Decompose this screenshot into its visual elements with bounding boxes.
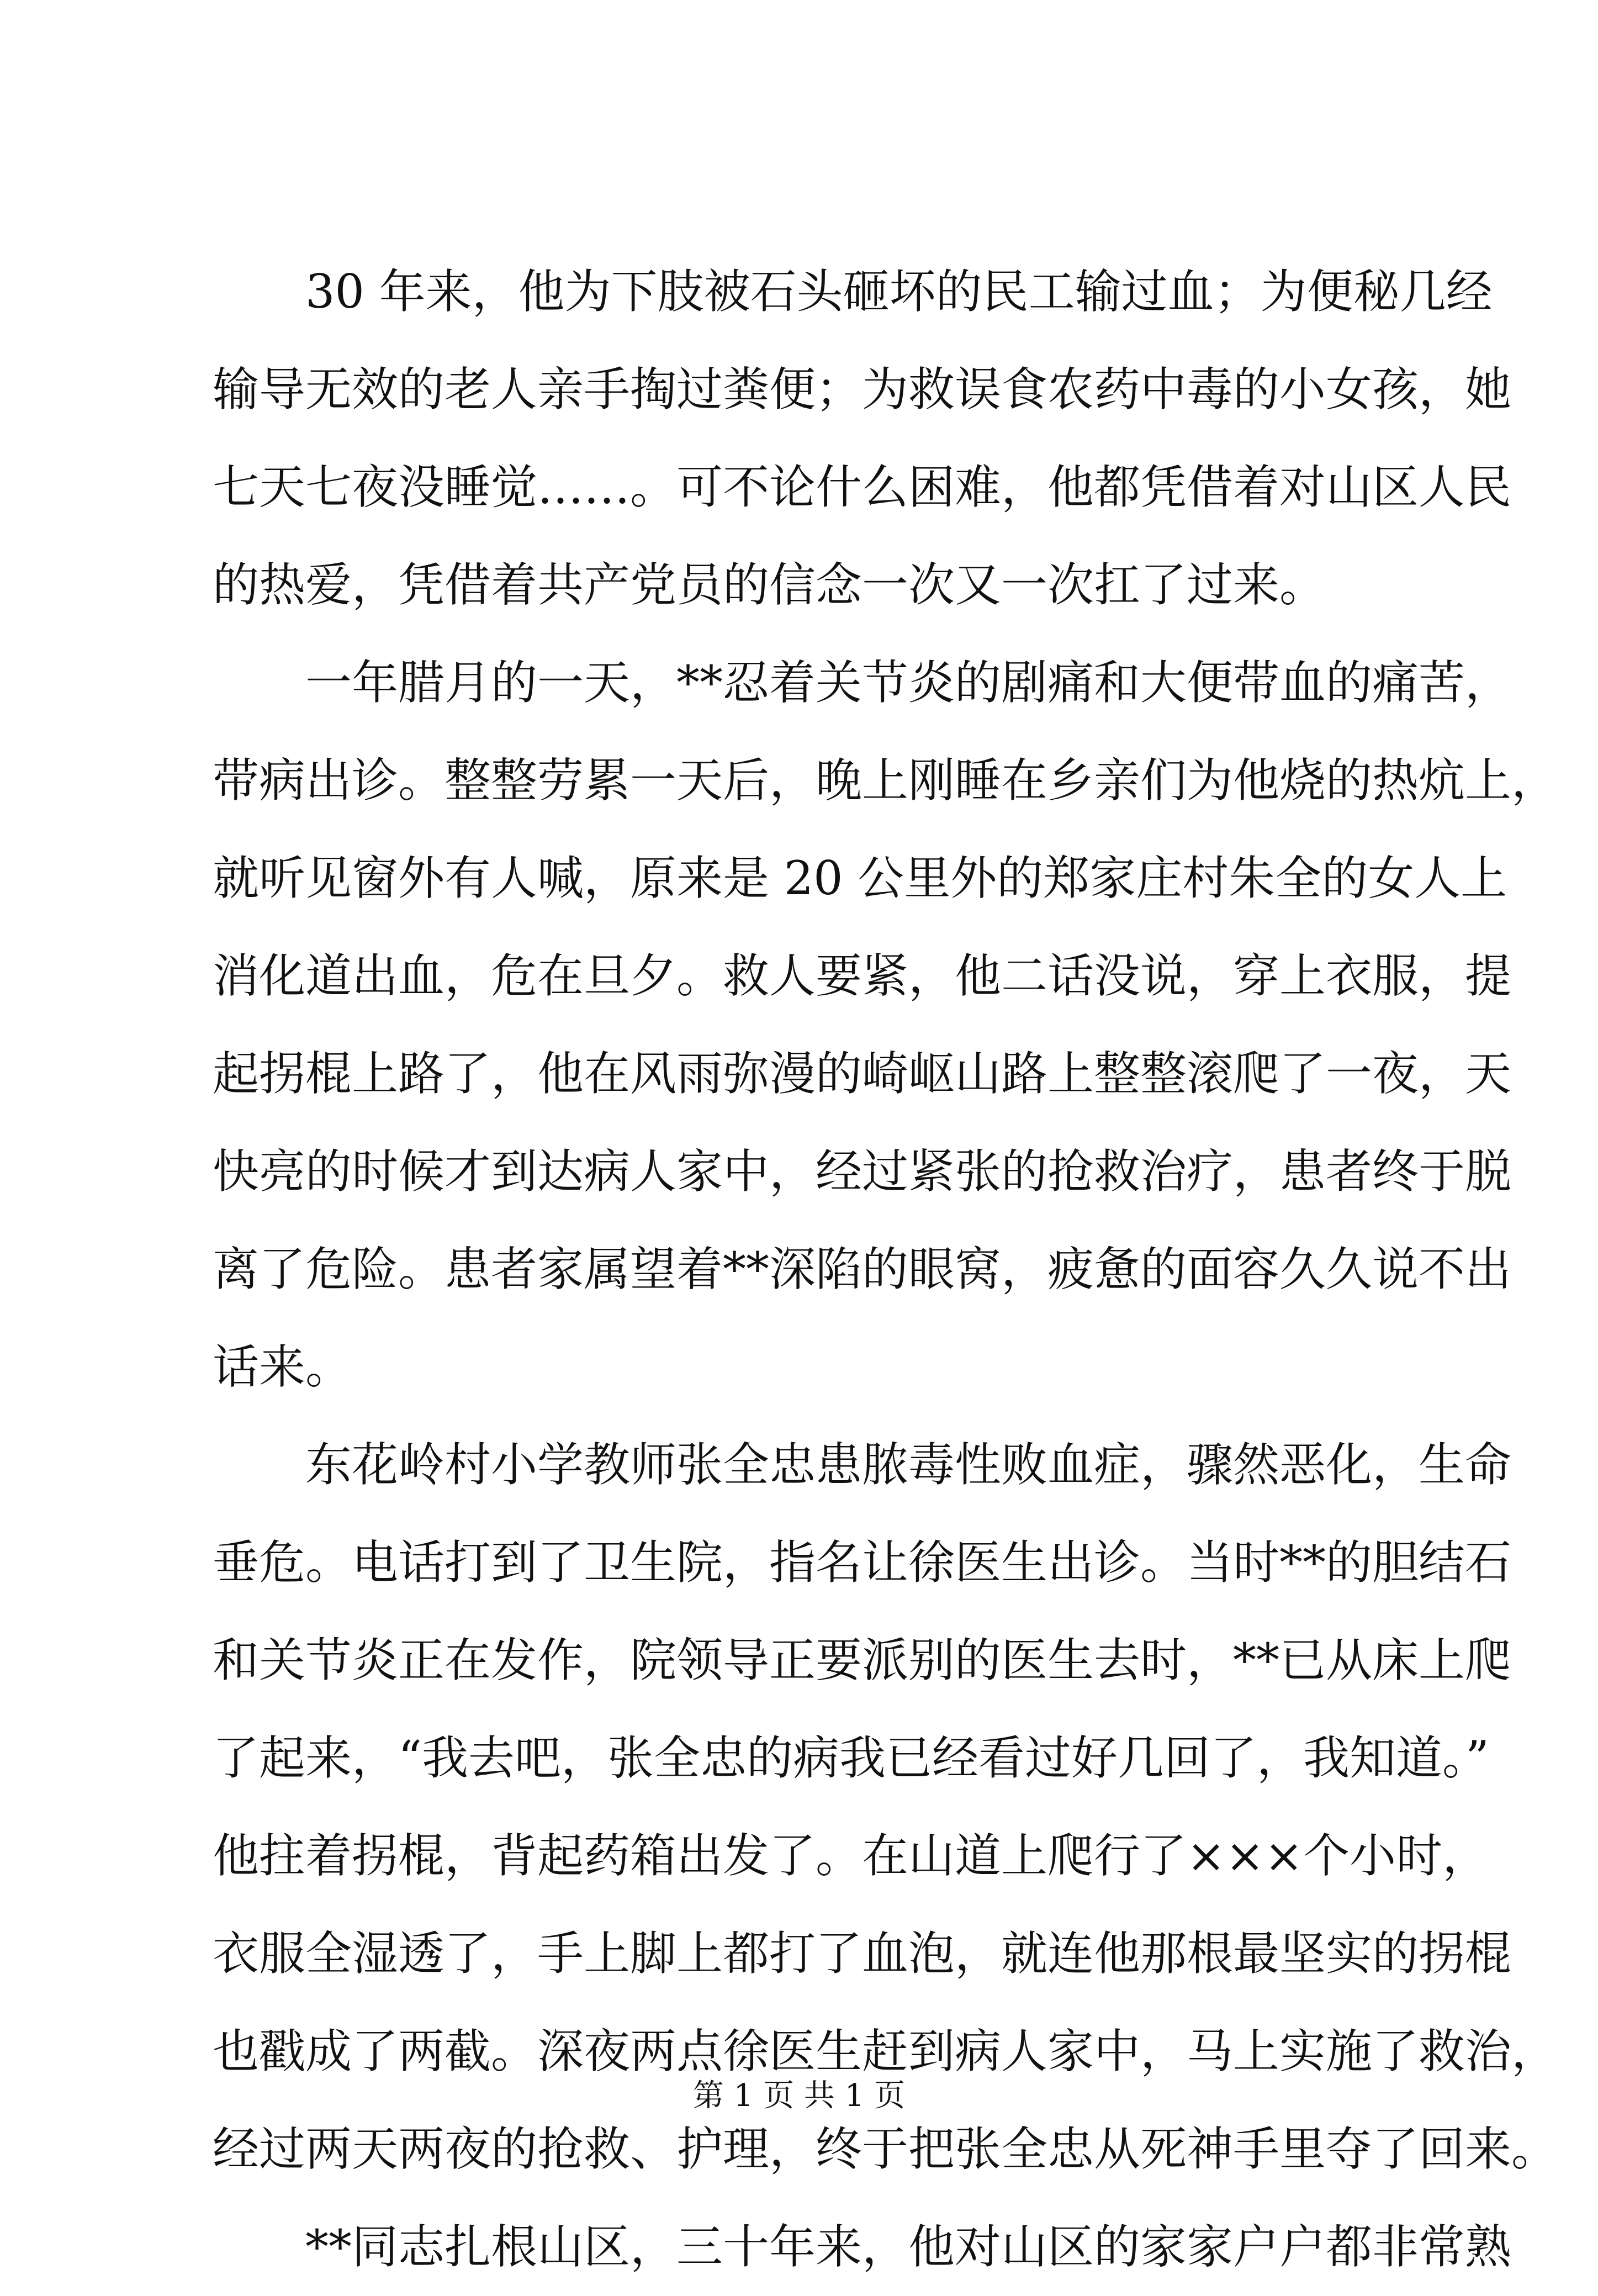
text-line: 垂危。电话打到了卫生院，指名让徐医生出诊。当时**的胆结石 (213, 1535, 1512, 1590)
page-footer (0, 2077, 1598, 2115)
document-body (213, 243, 1558, 2296)
text-line: 他拄着拐棍，背起药箱出发了。在山道上爬行了×××个小时， (213, 1829, 1489, 1883)
text-line: 就听见窗外有人喊，原来是 20 公里外的郑家庄村朱全的女人上 (213, 851, 1507, 905)
text-line: 快亮的时候才到达病人家中，经过紧张的抢救治疗，患者终于脱 (213, 1144, 1512, 1199)
paragraph (213, 634, 1558, 1416)
text-line: 东花岭村小学教师张全忠患脓毒性败血症，骤然恶化，生命 (305, 1438, 1512, 1492)
text-line: 了起来，“我去吧，张全忠的病我已经看过好几回了，我知道。” (213, 1731, 1489, 1785)
text-line: 衣服全湿透了，手上脚上都打了血泡，就连他那根最坚实的拐棍 (213, 1926, 1512, 1981)
text-line: 也戳成了两截。深夜两点徐医生赶到病人家中，马上实施了救治， (213, 2024, 1558, 2078)
text-line: 和关节炎正在发作，院领导正要派别的医生去时，**已从床上爬 (213, 1633, 1512, 1687)
text-line: 七天七夜没睡觉……。可不论什么困难，他都凭借着对山区人民 (213, 460, 1512, 514)
text-line: 的热爱，凭借着共产党员的信念一次又一次扛了过来。 (213, 558, 1326, 612)
text-line: 输导无效的老人亲手掏过粪便；为救误食农药中毒的小女孩，她 (213, 362, 1512, 416)
paragraph (213, 243, 1512, 634)
text-line: 带病出诊。整整劳累一天后，晚上刚睡在乡亲们为他烧的热炕上， (213, 753, 1558, 807)
page-number: 第 1 页 共 1 页 (692, 2078, 906, 2114)
text-line: 30 年来，他为下肢被石头砸坏的民工输过血；为便秘几经 (305, 265, 1493, 319)
text-line: 话来。 (213, 1340, 352, 1394)
text-line: 消化道出血，危在旦夕。救人要紧，他二话没说，穿上衣服，提 (213, 949, 1512, 1003)
paragraph (213, 2198, 1512, 2296)
text-line: 一年腊月的一天，**忍着关节炎的剧痛和大便带血的痛苦， (305, 656, 1512, 710)
text-line: 经过两天两夜的抢救、护理，终于把张全忠从死神手里夺了回来。 (213, 2122, 1558, 2176)
text-line: 起拐棍上路了，他在风雨弥漫的崎岖山路上整整滚爬了一夜，天 (213, 1047, 1512, 1101)
text-line: **同志扎根山区，三十年来，他对山区的家家户户都非常熟 (305, 2220, 1512, 2274)
text-line: 离了危险。患者家属望着**深陷的眼窝，疲惫的面容久久说不出 (213, 1242, 1512, 1296)
